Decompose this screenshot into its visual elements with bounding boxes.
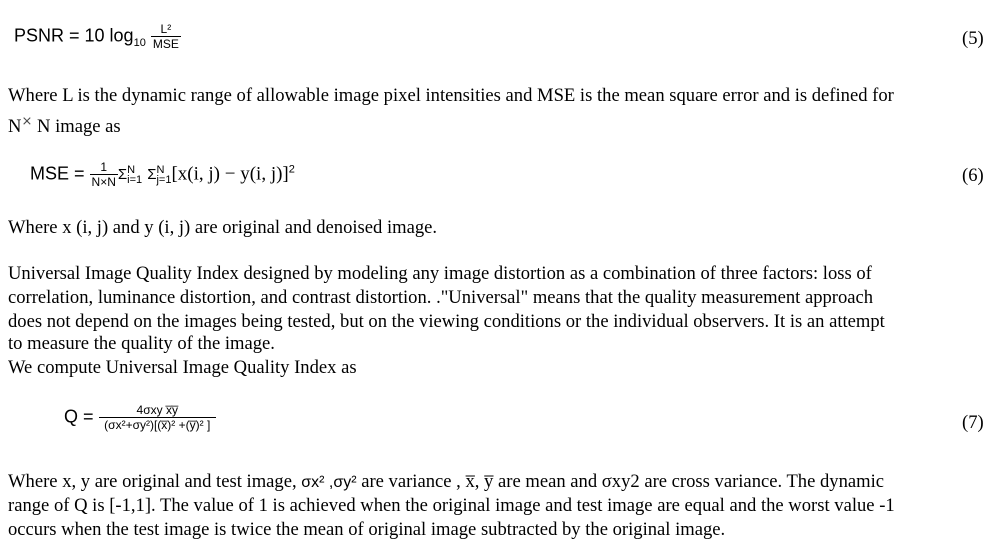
- equation-7-number: (7): [962, 412, 984, 433]
- eq7-fraction: [99, 403, 216, 432]
- paragraph-3-line-5: We compute Universal Image Quality Index as: [8, 357, 357, 378]
- paragraph-1-line-1: Where L is the dynamic range of allowable image pixel intensities and MSE is the mean square error and is defined for: [8, 85, 894, 106]
- paragraph-3-line-2: correlation, luminance distortion, and contrast distortion. ."Universal" means that the quality measurement approach: [8, 287, 874, 308]
- eq6-fraction: [90, 160, 118, 189]
- sum-1-icon: Σ: [117, 166, 128, 183]
- paragraph-3-line-1: Universal Image Quality Index designed by modeling any image distortion as a combination of three factors: loss of: [8, 263, 872, 284]
- paragraph-3-line-4: to measure the quality of the image.: [8, 333, 275, 354]
- eq6-lhs: MSE =: [30, 163, 85, 184]
- paragraph-2: Where x (i, j) and y (i, j) are original and denoised image.: [8, 217, 438, 238]
- paragraph-1-line-2: N⨯ N image as: [8, 114, 121, 138]
- eq6-power: 2: [288, 163, 295, 176]
- equation-5-number: (5): [962, 28, 984, 49]
- paragraph-4-line-1: Where x, y are original and test image, σx² ,σy² are variance , x̅, y̅ are mean and σxy2 are cross variance. The dynamic: [8, 471, 885, 492]
- eq7-lhs: Q =: [64, 406, 94, 427]
- eq7-denominator: (σx²+σy²)[(x̅)² +(y̅)² ]: [104, 418, 211, 432]
- equation-6: [30, 160, 295, 189]
- sum-2-icon: Σ: [147, 166, 157, 183]
- paragraph-4-line-3: occurs when the test image is twice the mean of original image subtracted by the original image.: [8, 519, 726, 540]
- paragraph-3-line-3: does not depend on the images being tested, but on the viewing conditions or the individual observers. It is an attempt: [8, 311, 885, 332]
- eq5-lhs: PSNR = 10 log: [14, 25, 134, 46]
- variance-symbols: σx² ,σy²: [301, 474, 357, 491]
- equation-5: [14, 22, 181, 51]
- eq5-numerator: L²: [151, 22, 181, 37]
- eq6-body: [x(i, j) − y(i, j)]: [171, 163, 289, 185]
- sum-2-limits: N j=1: [156, 163, 172, 186]
- equation-6-number: (6): [962, 165, 984, 186]
- eq6-numerator: 1: [90, 160, 118, 175]
- eq5-denominator: MSE: [152, 37, 179, 51]
- eq6-denominator: N×N: [91, 175, 116, 189]
- times-mark-icon: ⨯: [21, 114, 33, 129]
- eq7-numerator: 4σxy x̅y̅: [99, 403, 216, 418]
- sum-1-limits: N i=1: [127, 163, 143, 186]
- paragraph-4-line-2: range of Q is [-1,1]. The value of 1 is achieved when the original image and test image are equal and the worst value -1: [8, 495, 895, 516]
- eq5-fraction: [151, 22, 181, 51]
- eq5-log-base: 10: [133, 36, 146, 49]
- equation-7: [64, 403, 216, 432]
